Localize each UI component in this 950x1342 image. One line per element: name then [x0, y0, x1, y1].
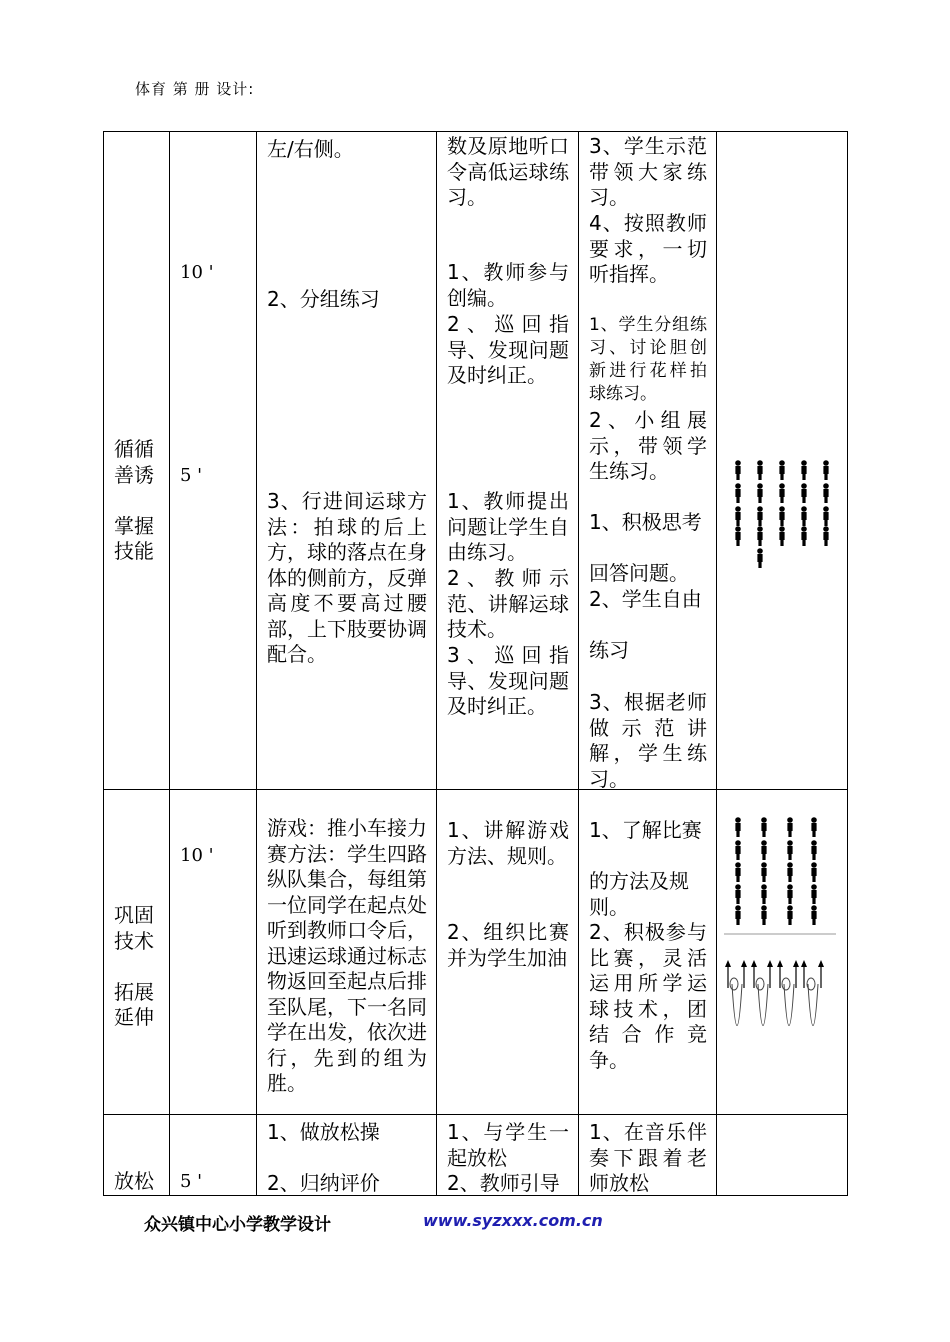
teacher-1: 数及原地听口令高低运球练习。: [447, 134, 569, 209]
teacher-4: 1、教师提出问题让学生自由练习。: [447, 489, 569, 564]
content-5: 1、做放松操: [267, 1120, 380, 1144]
student-10: 1、了解比赛: [589, 818, 702, 842]
teacher-6: 3、巡回指导、发现问题及时纠正。: [447, 643, 569, 718]
relay-diagram: [724, 812, 840, 1052]
teacher-8: 2、组织比赛并为学生加油: [447, 920, 569, 970]
teacher-9: 1、与学生一起放松: [447, 1120, 569, 1170]
student-7: 2、学生自由: [589, 587, 702, 611]
student-11: 的方法及规则。: [589, 869, 689, 919]
time-3: 10 ': [180, 845, 214, 866]
section-label-1: 循循 善诱 掌握 技能: [114, 437, 154, 563]
student-9: 3、根据老师做示范讲解，学生练习。: [589, 690, 707, 791]
student-12: 2、积极参与比赛，灵活运用所学运球技术，团结合作竞争。: [589, 920, 707, 1072]
footer-website[interactable]: www.syzxxx.com.cn: [423, 1211, 603, 1230]
student-4: 2、小组展示，带领学生练习。: [589, 408, 707, 483]
page-header: 体育 第 册 设计:: [135, 80, 255, 98]
time-2: 5 ': [180, 465, 203, 486]
teacher-3: 2、巡回指导、发现问题及时纠正。: [447, 312, 569, 387]
teacher-2: 1、教师参与创编。: [447, 260, 569, 310]
content-6: 2、归纳评价: [267, 1171, 380, 1195]
time-1: 10 ': [180, 262, 214, 283]
student-6: 回答问题。: [589, 561, 689, 585]
section-label-2: 巩固 技术 拓展 延伸: [114, 903, 154, 1029]
content-1: 左/右侧。: [267, 137, 354, 161]
student-1: 3、学生示范带领大家练习。: [589, 134, 707, 209]
formation-diagram-1: [728, 457, 838, 572]
student-5: 1、积极思考: [589, 510, 702, 534]
student-3: 1、学生分组练习、讨论胆创新进行花样拍球练习。: [589, 315, 707, 404]
time-4: 5 ': [180, 1171, 203, 1192]
student-2: 4、按照教师要求，一切听指挥。: [589, 211, 707, 286]
student-8: 练习: [589, 638, 629, 662]
footer-school: 众兴镇中心小学教学设计: [144, 1215, 331, 1235]
content-2: 2、分组练习: [267, 287, 380, 311]
teacher-7: 1、讲解游戏方法、规则。: [447, 818, 569, 868]
teacher-5: 2、教师示范、讲解运球技术。: [447, 566, 569, 641]
section-label-3: 放松: [114, 1169, 154, 1193]
teacher-10: 2、教师引导: [447, 1171, 560, 1195]
content-4: 游戏：推小车接力赛方法：学生四路纵队集合，每组第一位同学在起点处听到教师口令后，迅速运球通过标志物返回至起点后排至队尾，下一名同学在出发，依次进行，先到的组为胜。: [267, 816, 427, 1095]
content-3: 3、行进间运球方法：拍球的后上方，球的落点在身体的侧前方，反弹高度不要高过腰部，上下肢要协调配合。: [267, 489, 427, 666]
student-13: 1、在音乐伴奏下跟着老师放松: [589, 1120, 707, 1195]
